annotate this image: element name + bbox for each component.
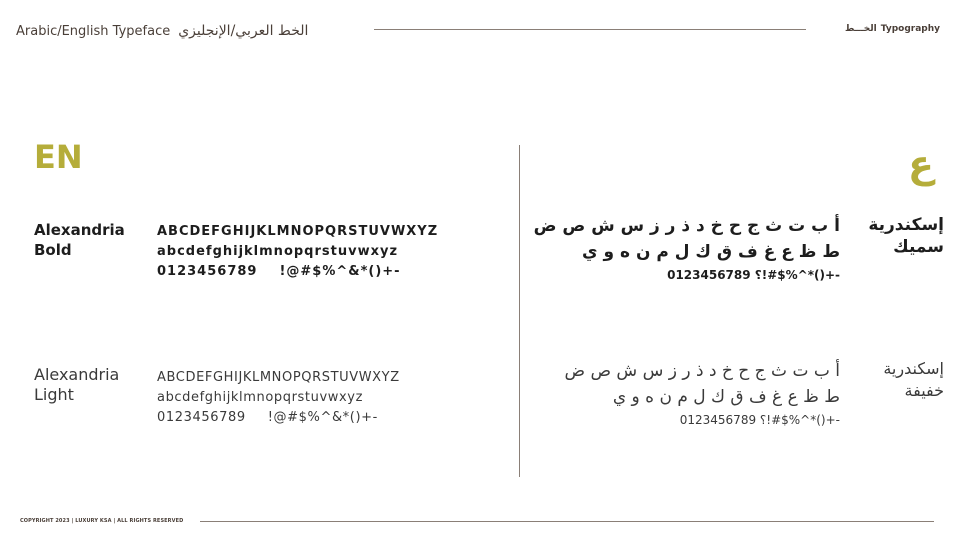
header-title-en: Arabic/English Typeface — [16, 23, 171, 39]
font-name-alexandria-bold — [34, 220, 125, 260]
header-rule — [374, 29, 806, 30]
sample-digits-symbols: 0123456789 ؟!#$%^*()+- — [667, 268, 840, 282]
section-label — [845, 21, 940, 37]
sample-letters-row-1: أ ب ت ث ج ح خ د ذ ر ز س ش ص ض — [533, 216, 840, 236]
sample-symbols: !@#$%^&*()+- — [267, 410, 378, 425]
section-label-ar: الخـــط — [844, 24, 877, 34]
sample-uppercase: ABCDEFGHIJKLMNOPQRSTUVWXYZ — [157, 370, 400, 385]
font-weight-line: خفيفة — [904, 381, 944, 400]
sample-symbols: !@#$%^&*()+- — [279, 264, 401, 279]
footer-copyright: COPYRIGHT 2023 | LUXURY KSA | ALL RIGHTS RESERVED — [20, 518, 184, 524]
font-name-line: إسكندرية — [883, 359, 944, 378]
font-weight-line: Light — [34, 385, 74, 404]
font-weight-line: سميك — [893, 237, 944, 257]
font-name-line: Alexandria — [34, 365, 120, 384]
sample-lowercase: abcdefghijklmnopqrstuvwxyz — [157, 390, 363, 405]
header-title — [16, 20, 308, 42]
sample-digits: 0123456789 — [157, 410, 246, 425]
english-tag: EN — [34, 138, 83, 176]
sample-letters-row-2: ط ظ ع غ ف ق ك ل م ن ه و ي — [582, 242, 840, 262]
sample-digits-symbols: 0123456789 ؟!#$%^*()+- — [679, 413, 840, 427]
sample-alexandria-bold — [157, 222, 438, 282]
arabic-tag: ع — [908, 142, 934, 186]
sample-lowercase: abcdefghijklmnopqrstuvwxyz — [157, 244, 399, 259]
font-name-line: Alexandria — [34, 221, 125, 239]
sample-digits-symbols — [157, 408, 400, 428]
font-name-line: إسكندرية — [868, 215, 944, 235]
sample-alexandria-light — [157, 368, 400, 428]
sample-arabic-bold — [534, 213, 840, 285]
footer-rule — [200, 521, 934, 522]
column-divider — [519, 145, 520, 477]
font-name-alexandria-light — [34, 365, 119, 405]
font-name-arabic-light — [883, 358, 944, 402]
sample-digits: 0123456789 — [157, 264, 258, 279]
sample-letters-row-1: أ ب ت ث ج ح خ د ذ ر ز س ش ص ض — [564, 361, 840, 381]
header-title-ar: الخط العربي/الإنجليزي — [178, 23, 309, 39]
font-weight-line: Bold — [34, 241, 72, 259]
sample-digits-symbols — [157, 262, 438, 282]
sample-letters-row-2: ط ظ ع غ ف ق ك ل م ن ه و ي — [612, 387, 840, 407]
font-name-arabic-bold — [868, 214, 944, 258]
sample-arabic-light — [565, 358, 840, 430]
section-label-en: Typography — [880, 24, 940, 34]
sample-uppercase: ABCDEFGHIJKLMNOPQRSTUVWXYZ — [157, 224, 439, 239]
